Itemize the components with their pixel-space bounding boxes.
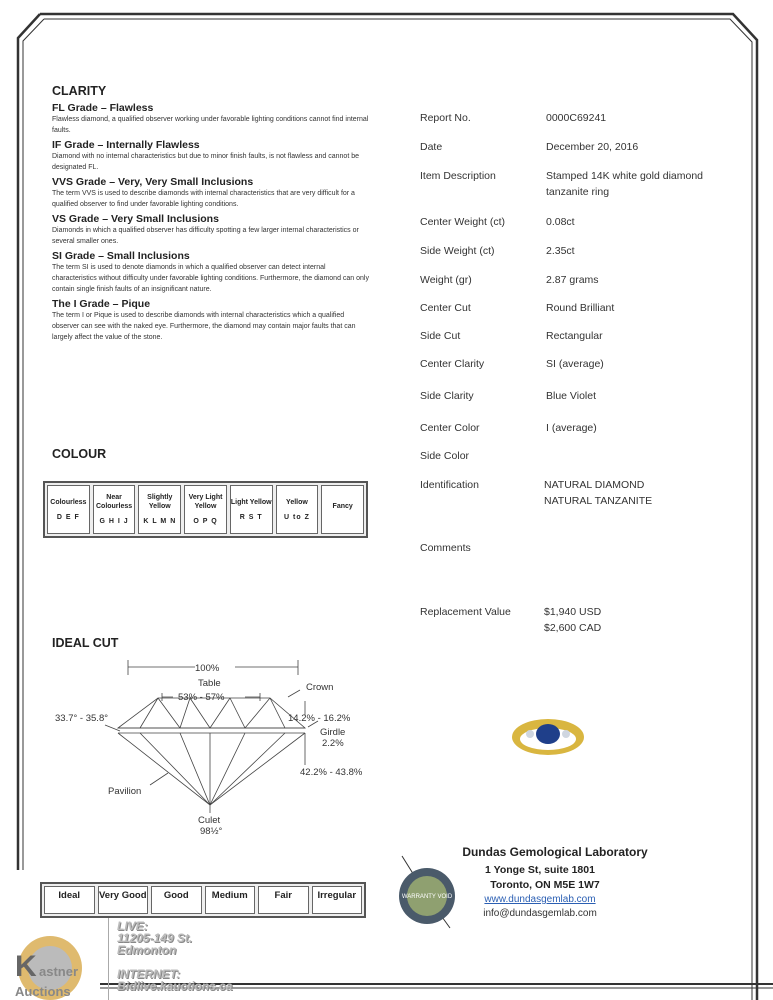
watermark-divider bbox=[108, 918, 109, 1000]
girdle-percent: 2.2% bbox=[322, 738, 344, 749]
report-field-label: Side Weight (ct) bbox=[420, 245, 495, 257]
report-field-label: Item Description bbox=[420, 170, 496, 182]
clarity-grade-title: FL Grade – Flawless bbox=[52, 102, 154, 114]
colour-grades: O P Q bbox=[193, 518, 218, 525]
colour-grades: U to Z bbox=[284, 513, 310, 521]
culet-angle: 98½° bbox=[200, 826, 223, 837]
colour-title: COLOUR bbox=[52, 447, 107, 461]
report-field-value: Stamped 14K white gold diamond bbox=[546, 170, 704, 182]
report-field-label: Identification bbox=[420, 479, 479, 491]
live-label: LIVE: bbox=[117, 919, 148, 933]
svg-text:Auctions: Auctions bbox=[15, 984, 71, 999]
report-field-value: Rectangular bbox=[546, 330, 603, 342]
report-field-value: $1,940 USD bbox=[544, 606, 602, 618]
clarity-grade-title: VS Grade – Very Small Inclusions bbox=[52, 213, 219, 225]
ideal-cut-title: IDEAL CUT bbox=[52, 636, 119, 650]
report-field-value: Round Brilliant bbox=[546, 302, 615, 314]
report-field-value: 2.87 grams bbox=[546, 274, 599, 286]
clarity-grade-title: The I Grade – Pique bbox=[52, 298, 151, 310]
report-field-label: Center Color bbox=[420, 422, 480, 434]
colour-name: Near Colourless bbox=[95, 494, 133, 510]
report-field-value-line2: $2,600 CAD bbox=[544, 622, 602, 634]
lab-address2: Toronto, ON M5E 1W7 bbox=[490, 879, 600, 891]
colour-cell bbox=[321, 485, 364, 534]
clarity-grade-description: The term I or Pique is used to describe diamonds with internal characteristics which a qualified observer can see with the naked eye. Furthermore, the diamond may contain major faults that can largely affect the value of the stone. bbox=[52, 312, 356, 341]
kastner-logo bbox=[5, 928, 105, 1000]
report-field-value: 2.35ct bbox=[546, 245, 575, 257]
cut-grade-cell: Medium bbox=[205, 886, 256, 914]
report-field-value: December 20, 2016 bbox=[546, 141, 639, 153]
clarity-grade-title: SI Grade – Small Inclusions bbox=[52, 250, 190, 262]
culet-label: Culet bbox=[198, 815, 221, 826]
lab-website-link[interactable]: www.dundasgemlab.com bbox=[484, 894, 596, 905]
colour-cell bbox=[138, 485, 181, 534]
table-percent: 53% - 57% bbox=[178, 692, 225, 703]
clarity-grade bbox=[52, 176, 372, 210]
colour-name: Yellow bbox=[286, 498, 308, 506]
report-field-label: Report No. bbox=[420, 112, 471, 124]
colour-name: Light Yellow bbox=[230, 498, 272, 506]
clarity-grade-title: VVS Grade – Very, Very Small Inclusions bbox=[52, 176, 254, 188]
colour-cell bbox=[93, 485, 136, 534]
clarity-grade bbox=[52, 139, 372, 173]
cut-grade-cell: Irregular bbox=[312, 886, 363, 914]
report-field-value-line2: NATURAL TANZANITE bbox=[544, 495, 653, 507]
ring-photo bbox=[508, 712, 588, 762]
cut-grade-table bbox=[40, 882, 366, 918]
report-field-value: I (average) bbox=[546, 422, 597, 434]
clarity-title: CLARITY bbox=[52, 84, 107, 98]
clarity-grade-description: Diamond with no internal characteristics but due to minor finish faults, is not flawless and cannot be designated FL. bbox=[52, 153, 359, 171]
colour-grades: R S T bbox=[239, 513, 263, 521]
colour-name: Colourless bbox=[50, 498, 87, 506]
colour-cell bbox=[276, 485, 319, 534]
clarity-section bbox=[52, 84, 372, 343]
report-field-value: Blue Violet bbox=[546, 390, 597, 402]
cut-grade-cell: Fair bbox=[258, 886, 309, 914]
clarity-grade bbox=[52, 250, 372, 295]
pavilion-label: Pavilion bbox=[108, 786, 142, 797]
colour-grades: D E F bbox=[56, 513, 80, 521]
lab-info bbox=[460, 845, 650, 919]
crown-height: 14.2% - 16.2% bbox=[288, 713, 351, 724]
svg-text:K: K bbox=[15, 950, 37, 983]
girdle-label: Girdle bbox=[320, 727, 346, 738]
clarity-grade-description: The term SI is used to denote diamonds in which a qualified observer can detect internal characteristics without difficulty under favorable lighting conditions. Furthermore, the diamond can only contain single finish faults of an insignificant nature. bbox=[52, 264, 369, 293]
clarity-grade bbox=[52, 102, 372, 136]
live-city: Edmonton bbox=[117, 943, 177, 957]
report-field-label: Comments bbox=[420, 542, 471, 554]
table-label: Table bbox=[198, 678, 221, 689]
auction-url: Bidlive.kauctions.ca bbox=[117, 979, 233, 993]
report-field-label: Side Clarity bbox=[420, 390, 474, 402]
clarity-grade bbox=[52, 298, 372, 343]
colour-cell bbox=[230, 485, 273, 534]
report-field-label: Date bbox=[420, 141, 443, 153]
warranty-seal bbox=[392, 848, 462, 938]
report-field-label: Center Weight (ct) bbox=[420, 216, 505, 228]
internet-label: INTERNET: bbox=[117, 967, 181, 981]
auction-watermark bbox=[117, 920, 232, 992]
colour-grades: K L M N bbox=[143, 518, 177, 525]
report-field-value: NATURAL DIAMOND bbox=[544, 479, 645, 491]
cut-grade-cell: Good bbox=[151, 886, 202, 914]
colour-name: Slightly Yellow bbox=[147, 494, 173, 510]
total-width-label: 100% bbox=[195, 663, 220, 674]
live-address: 11205-149 St. bbox=[117, 931, 193, 945]
lab-name: Dundas Gemological Laboratory bbox=[462, 845, 648, 859]
crown-label: Crown bbox=[306, 682, 334, 693]
cut-grade-cell: Very Good bbox=[98, 886, 149, 914]
colour-name: Fancy bbox=[332, 503, 353, 510]
svg-text:astner: astner bbox=[39, 964, 79, 979]
report-field-value: SI (average) bbox=[546, 358, 604, 370]
colour-cell bbox=[184, 485, 227, 534]
clarity-grade-description: Diamonds in which a qualified observer has difficulty spotting a few larger internal characteristics or several smaller ones. bbox=[52, 227, 359, 245]
report-field-label: Side Color bbox=[420, 450, 470, 462]
lab-email: info@dundasgemlab.com bbox=[483, 908, 597, 919]
crown-angle: 33.7° - 35.8° bbox=[55, 713, 109, 724]
cut-grade-cell: Ideal bbox=[44, 886, 95, 914]
pavilion-depth: 42.2% - 43.8% bbox=[300, 767, 363, 778]
clarity-grade-title: IF Grade – Internally Flawless bbox=[52, 139, 200, 151]
clarity-grade bbox=[52, 213, 372, 247]
clarity-grade-description: Flawless diamond, a qualified observer working under favorable lighting conditions cannot find internal faults. bbox=[52, 116, 369, 134]
report-field-label: Center Clarity bbox=[420, 358, 485, 370]
report-field-value: 0000C69241 bbox=[546, 112, 607, 124]
report-field-label: Replacement Value bbox=[420, 606, 511, 618]
lab-address1: 1 Yonge St, suite 1801 bbox=[485, 864, 595, 876]
seal-text: WARRANTY VOID bbox=[401, 894, 453, 900]
report-field-label: Weight (gr) bbox=[420, 274, 472, 286]
clarity-grade-description: The term VVS is used to describe diamonds with internal characteristics that are very difficult for a qualified observer to find under favorable lighting conditions. bbox=[52, 190, 355, 208]
report-field-value: 0.08ct bbox=[546, 216, 575, 228]
ideal-cut-diagram bbox=[50, 655, 370, 840]
colour-name: Very Light Yellow bbox=[188, 494, 223, 510]
report-field-label: Side Cut bbox=[420, 330, 461, 342]
colour-scale-table bbox=[43, 481, 368, 538]
colour-cell bbox=[47, 485, 90, 534]
colour-grades: G H I J bbox=[99, 518, 129, 525]
report-field-value-line2: tanzanite ring bbox=[546, 186, 610, 198]
report-field-label: Center Cut bbox=[420, 302, 471, 314]
